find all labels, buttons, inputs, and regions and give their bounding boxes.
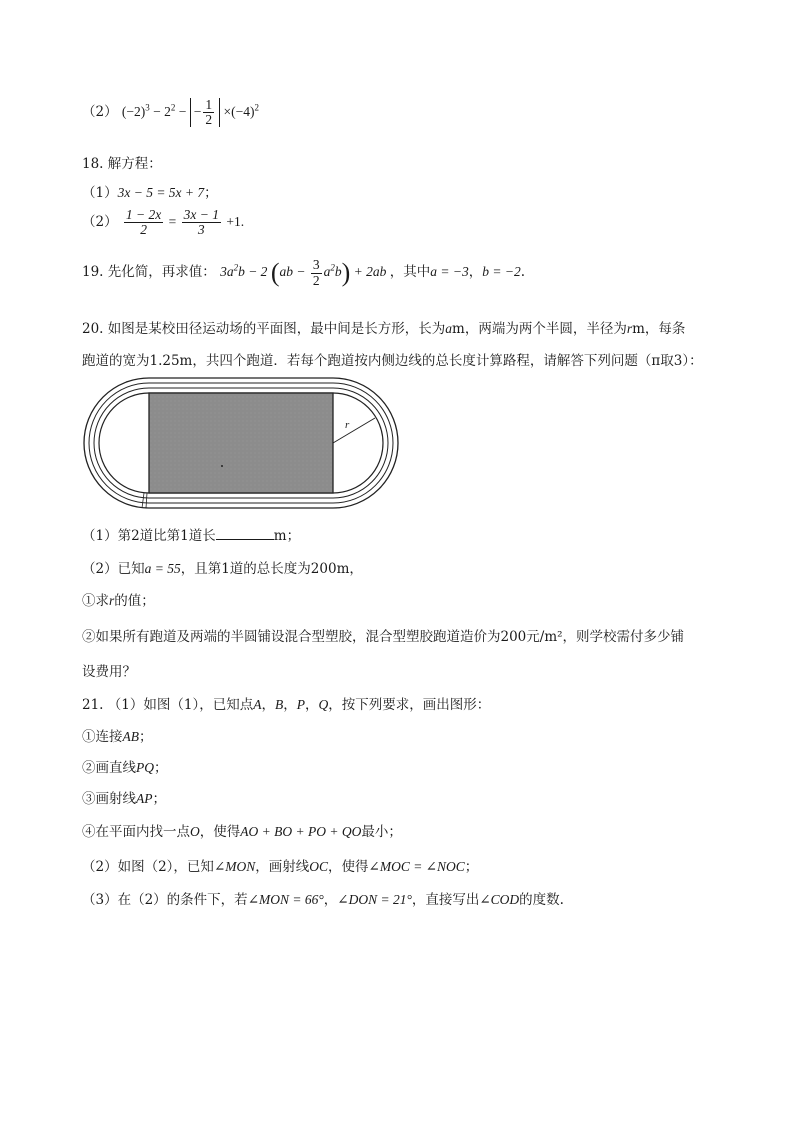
equation: $\frac{1 - 2x}{2}$ = $\frac{3x - 1}{3}$ +1. xyxy=(125,207,245,238)
problem-18-title: 18. 解方程： xyxy=(82,156,162,172)
problem-20-q2-sub1: ①求r的值； xyxy=(82,593,155,609)
center-field-rectangle xyxy=(149,393,333,493)
problem-20-q1: （1）第2道比第1道长 m； xyxy=(82,528,301,544)
radius-label: r xyxy=(345,419,350,431)
problem-21-q2: （2）如图（2），已知∠MON，画射线OC，使得∠MOC = ∠NOC； xyxy=(82,859,479,875)
problem-20-q2-sub2-line-2: 设费用？ xyxy=(82,664,136,680)
part-label: （2） xyxy=(82,103,118,120)
problem-21-q3: （3）在（2）的条件下，若∠MON = 66°，∠DON = 21°，直接写出∠COD的度数. xyxy=(82,892,564,908)
problem-20-line-1: 20. 如图是某校田径运动场的平面图，最中间是长方形，长为am，两端为两个半圆，半径为rm，每条 xyxy=(82,321,686,337)
equation: 3x − 5 = 5x + 7 xyxy=(117,185,205,200)
problem-21-step-4: ④在平面内找一点O，使得AO + BO + PO + QO最小； xyxy=(82,824,402,840)
answer-blank[interactable] xyxy=(216,527,274,540)
problem-20-q2: （2）已知a = 55，且第1道的总长度为200m， xyxy=(82,561,363,577)
track-figure xyxy=(82,376,402,512)
problem-18-part-2: （2） $\frac{1 - 2x}{2}$ = $\frac{3x - 1}{3}$ +1. xyxy=(82,207,245,238)
problem-17-part-2 xyxy=(82,98,259,127)
problem-20-q2-sub2-line-1: ②如果所有跑道及两端的半圆铺设混合型塑胶，混合型塑胶跑道造价为200元/m²，则学校需付多少铺 xyxy=(82,629,685,645)
problem-20-line-2: 跑道的宽为1.25m，共四个跑道．若每个跑道按内侧边线的总长度计算路程，请解答下列问题（π取3）： xyxy=(82,353,703,369)
problem-21-q1: 21. （1）如图（1），已知点A，B，P，Q，按下列要求，画出图形： xyxy=(82,697,491,713)
center-dot xyxy=(221,465,223,467)
math-expression: $(-2)^3 - 2^2$ − − $\frac{1}{2}$ $\times(-4)^2$ xyxy=(121,97,259,128)
problem-21-step-1: ①连接AB； xyxy=(82,729,153,745)
problem-18-part-1: （1）3x − 5 = 5x + 7； xyxy=(82,185,218,201)
problem-21-step-2: ②画直线PQ； xyxy=(82,760,168,776)
problem-21-step-3: ③画射线AP； xyxy=(82,791,166,807)
expression: $3a^2b - 2$ (ab − $\frac{3}{2}$ $a^2b) + 2ab$ xyxy=(220,257,387,288)
problem-19: 19. 先化简，再求值： $3a^2b - 2$ (ab − $\frac{3}{2}$ $a^2b) + 2ab$ ，其中a = −3，b = −2. xyxy=(82,257,526,288)
